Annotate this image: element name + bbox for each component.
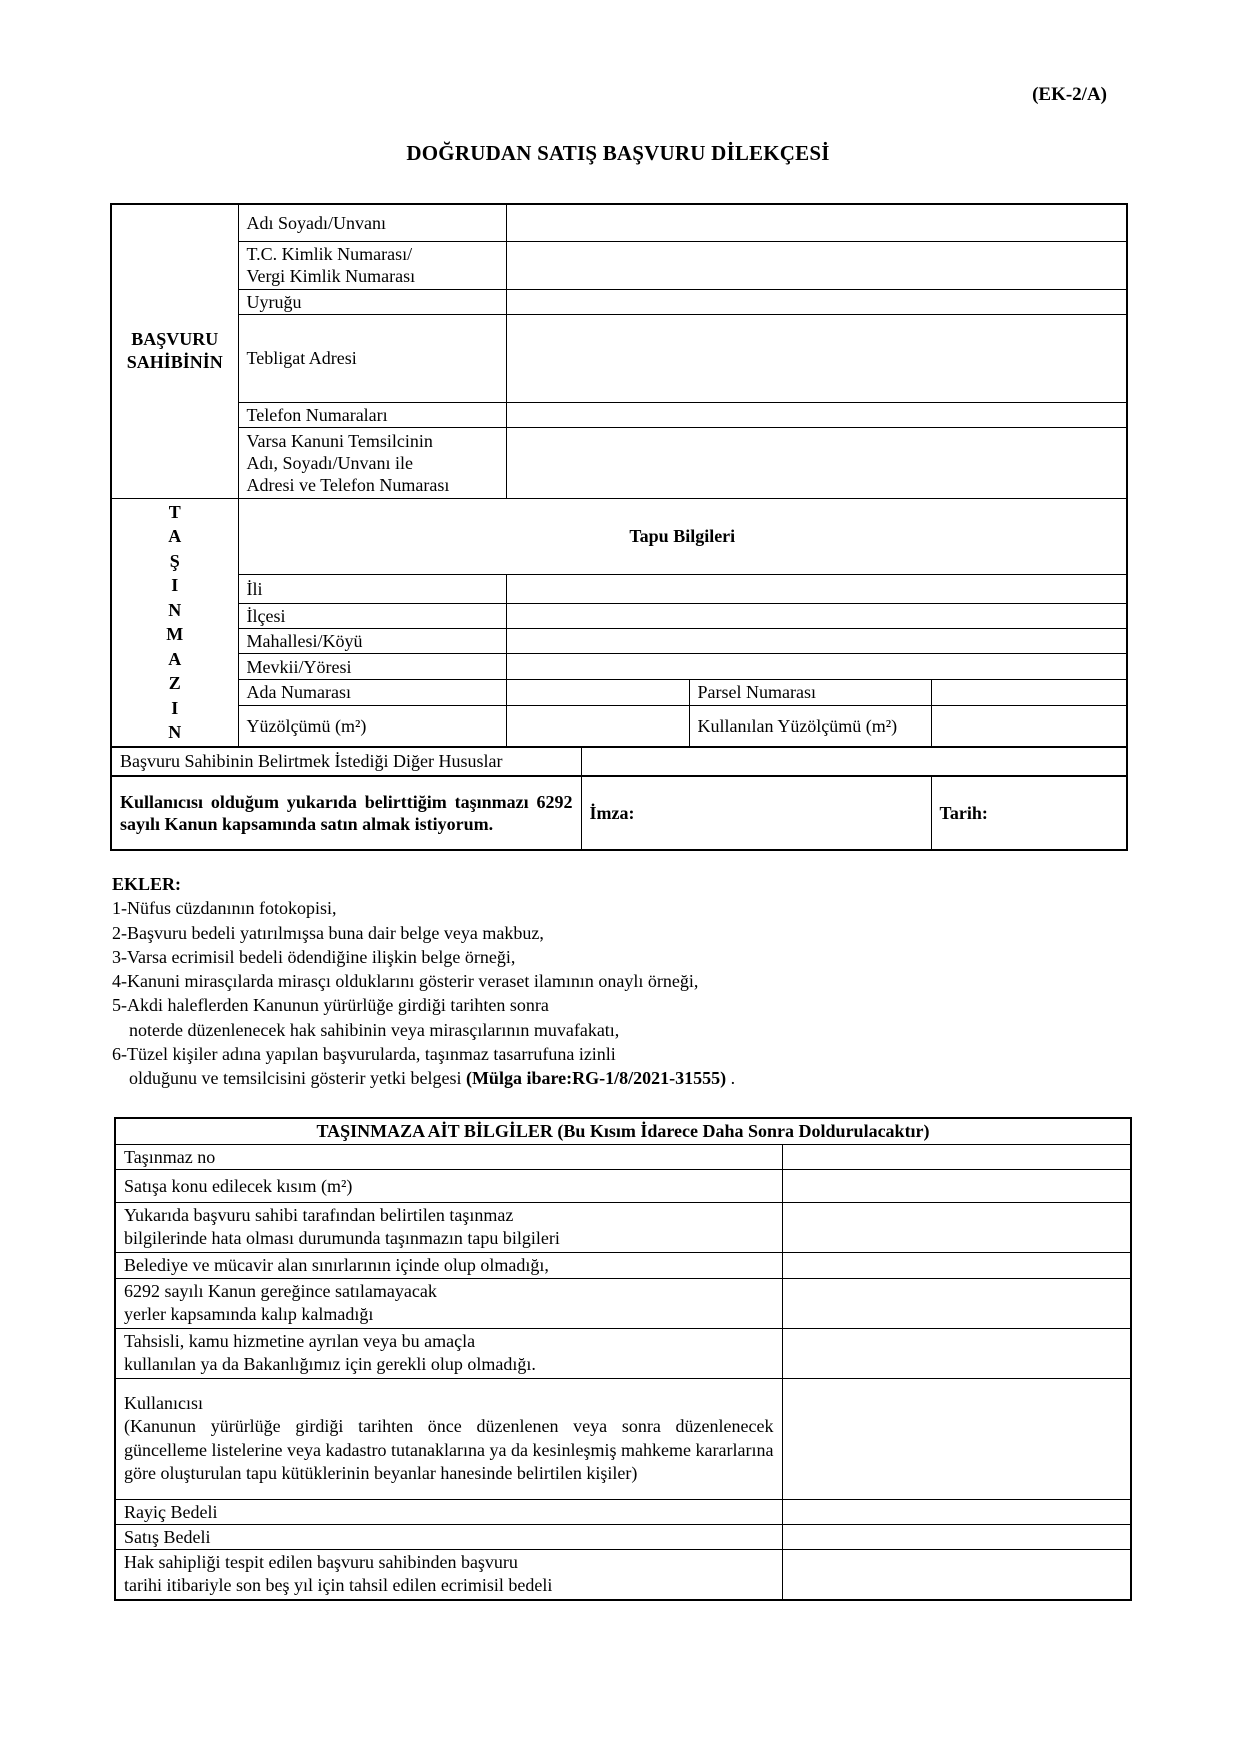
province-value-cell xyxy=(506,575,1127,603)
tax-id-label-line2: Vergi Kimlik Numarası xyxy=(246,266,416,286)
legal-representative-label-line1: Varsa Kanuni Temsilcinin xyxy=(246,430,433,451)
allocation-line1: Tahsisli, kamu hizmetine ayrılan veya bu amaçla xyxy=(124,1330,476,1351)
vertical-letter: N xyxy=(168,722,182,742)
sale-value-label: Satış Bedeli xyxy=(115,1524,782,1549)
deed-info-header: Tapu Bilgileri xyxy=(238,498,1127,575)
attachment-item-4: 4-Kanuni mirasçılarda mirasçı olduklarını gösterir veraset ilamının onaylı örneği, xyxy=(112,971,699,992)
province-label: İli xyxy=(238,575,506,603)
tax-id-label-line1: T.C. Kimlik Numarası/ xyxy=(246,244,413,264)
attachments-heading: EKLER: xyxy=(112,874,182,894)
attachment-item-6-line1: 6-Tüzel kişiler adına yapılan başvurularda, taşınmaz tasarrufuna izinli xyxy=(112,1044,616,1065)
block-number-value-cell xyxy=(506,680,689,705)
vertical-letter: T xyxy=(168,501,181,522)
date-cell: Tarih: xyxy=(931,776,1127,850)
district-value-cell xyxy=(506,603,1127,628)
attachment-item-6-text: olduğunu ve temsilcisini gösterir yetki belgesi xyxy=(129,1068,466,1089)
parcel-number-label: Parsel Numarası xyxy=(689,680,931,705)
vertical-letter: I xyxy=(171,697,179,718)
vertical-letter: I xyxy=(171,575,179,595)
property-section-header xyxy=(111,498,238,747)
applicant-header-line1: BAŞVURU xyxy=(131,329,219,350)
used-area-label: Kullanılan Yüzölçümü (m²) xyxy=(689,705,931,746)
attachment-item-3: 3-Varsa ecrimisil bedeli ödendiğine ilişkin belge örneği, xyxy=(112,946,516,967)
user-definition-label xyxy=(115,1378,782,1499)
legal-representative-label-line3: Adresi ve Telefon Numarası xyxy=(246,474,450,495)
legal-representative-value-cell xyxy=(506,427,1127,498)
purchase-declaration-text: Kullanıcısı olduğum yukarıda belirttiğim taşınmazı 6292 sayılı Kanun kapsamında satın almak istiyorum. xyxy=(111,776,581,850)
full-name-value-cell xyxy=(506,204,1127,241)
nationality-label: Uyruğu xyxy=(238,289,506,314)
law6292-line1: 6292 sayılı Kanun gereğince satılamayacak xyxy=(124,1280,437,1301)
applicant-header-line2: SAHİBİNİN xyxy=(126,352,223,373)
annex-label: (EK-2/A) xyxy=(1032,84,1107,105)
area-value-cell xyxy=(506,705,689,746)
admin-table-header: TAŞINMAZA AİT BİLGİLER (Bu Kısım İdarece Daha Sonra Doldurulacaktır) xyxy=(115,1118,1131,1144)
municipality-boundary-value-cell xyxy=(782,1252,1131,1278)
market-value-cell xyxy=(782,1499,1131,1524)
notification-address-value-cell xyxy=(506,314,1127,402)
vertical-letter: Z xyxy=(168,673,181,693)
ecrimisil-line2: tarihi itibariyle son beş yıl için tahsil edilen ecrimisil bedeli xyxy=(124,1575,553,1595)
attachments-section xyxy=(112,872,1122,1091)
other-matters-label: Başvuru Sahibinin Belirtmek İstediği Diğer Hususlar xyxy=(111,747,581,776)
signature-cell: İmza: xyxy=(581,776,931,850)
locality-value-cell xyxy=(506,654,1127,680)
block-number-label: Ada Numarası xyxy=(238,680,506,705)
user-value-cell xyxy=(782,1378,1131,1499)
deed-correction-line1: Yukarıda başvuru sahibi tarafından belirtilen taşınmaz xyxy=(124,1204,514,1225)
sale-part-value-cell xyxy=(782,1169,1131,1202)
vertical-letter: M xyxy=(166,624,184,644)
attachment-item-2: 2-Başvuru bedeli yatırılmışsa buna dair belge veya makbuz, xyxy=(112,922,544,943)
sale-value-cell xyxy=(782,1524,1131,1549)
other-matters-value-cell xyxy=(581,747,1127,776)
tax-id-value-cell xyxy=(506,241,1127,289)
ecrimisil-value-cell xyxy=(782,1549,1131,1600)
law6292-restriction-label xyxy=(115,1278,782,1328)
user-label: Kullanıcısı xyxy=(124,1392,203,1413)
applicant-section-header xyxy=(111,204,238,498)
used-area-value-cell xyxy=(931,705,1127,746)
neighborhood-value-cell xyxy=(506,628,1127,653)
property-no-label: Taşınmaz no xyxy=(115,1144,782,1169)
parcel-number-value-cell xyxy=(931,680,1127,705)
deed-correction-line2: bilgilerinde hata olması durumunda taşınmazın tapu bilgileri xyxy=(124,1228,560,1248)
vertical-letter: Ş xyxy=(169,550,180,571)
law6292-line2: yerler kapsamında kalıp kalmadığı xyxy=(124,1304,374,1324)
property-no-value-cell xyxy=(782,1144,1131,1169)
vertical-letter: A xyxy=(168,526,182,546)
allocation-line2: kullanılan ya da Bakanlığımız için gerekli olup olmadığı. xyxy=(124,1354,536,1374)
phone-value-cell xyxy=(506,402,1127,427)
admin-info-table xyxy=(114,1117,1132,1601)
allocation-label xyxy=(115,1328,782,1378)
user-detail-text: (Kanunun yürürlüğe girdiği tarihten önce düzenlenen veya sonra düzenlenecek güncelleme listelerine veya kadastro tutanaklarına ya da kesinleşmiş mahkeme kararlarına göre oluşturulan tapu kütüklerinin beyanlar hanesinde belirtilen kişiler) xyxy=(124,1416,774,1483)
allocation-value-cell xyxy=(782,1328,1131,1378)
full-name-label: Adı Soyadı/Unvanı xyxy=(238,204,506,241)
page-title: DOĞRUDAN SATIŞ BAŞVURU DİLEKÇESİ xyxy=(406,141,830,165)
district-label: İlçesi xyxy=(238,603,506,628)
tax-id-label xyxy=(238,241,506,289)
nationality-value-cell xyxy=(506,289,1127,314)
deed-correction-value-cell xyxy=(782,1202,1131,1252)
vertical-letter: A xyxy=(168,648,182,669)
locality-label: Mevkii/Yöresi xyxy=(238,654,506,680)
application-table xyxy=(110,203,1128,851)
area-label: Yüzölçümü (m²) xyxy=(238,705,506,746)
deed-correction-label xyxy=(115,1202,782,1252)
attachment-item-6-tail: . xyxy=(726,1068,736,1089)
ecrimisil-line1: Hak sahipliği tespit edilen başvuru sahibinden başvuru xyxy=(124,1551,518,1572)
legal-representative-label-line2: Adı, Soyadı/Unvanı ile xyxy=(246,452,413,473)
ecrimisil-label xyxy=(115,1549,782,1600)
law6292-restriction-value-cell xyxy=(782,1278,1131,1328)
repealed-phrase-reference: (Mülga ibare:RG-1/8/2021-31555) xyxy=(465,1068,727,1089)
notification-address-label: Tebligat Adresi xyxy=(238,314,506,402)
municipality-boundary-label: Belediye ve mücavir alan sınırlarının içinde olup olmadığı, xyxy=(115,1252,782,1278)
market-value-label: Rayiç Bedeli xyxy=(115,1499,782,1524)
attachment-item-5-line2: noterde düzenlenecek hak sahibinin veya mirasçılarının muvafakatı, xyxy=(129,1019,620,1040)
attachment-item-5-line1: 5-Akdi haleflerden Kanunun yürürlüğe girdiği tarihten sonra xyxy=(112,995,549,1016)
legal-representative-label xyxy=(238,427,506,498)
phone-label: Telefon Numaraları xyxy=(238,402,506,427)
attachment-item-1: 1-Nüfus cüzdanının fotokopisi, xyxy=(112,898,337,919)
neighborhood-label: Mahallesi/Köyü xyxy=(238,628,506,653)
vertical-letter: N xyxy=(168,599,182,620)
sale-part-label: Satışa konu edilecek kısım (m²) xyxy=(115,1169,782,1202)
attachment-item-6-line2 xyxy=(112,1066,1122,1090)
